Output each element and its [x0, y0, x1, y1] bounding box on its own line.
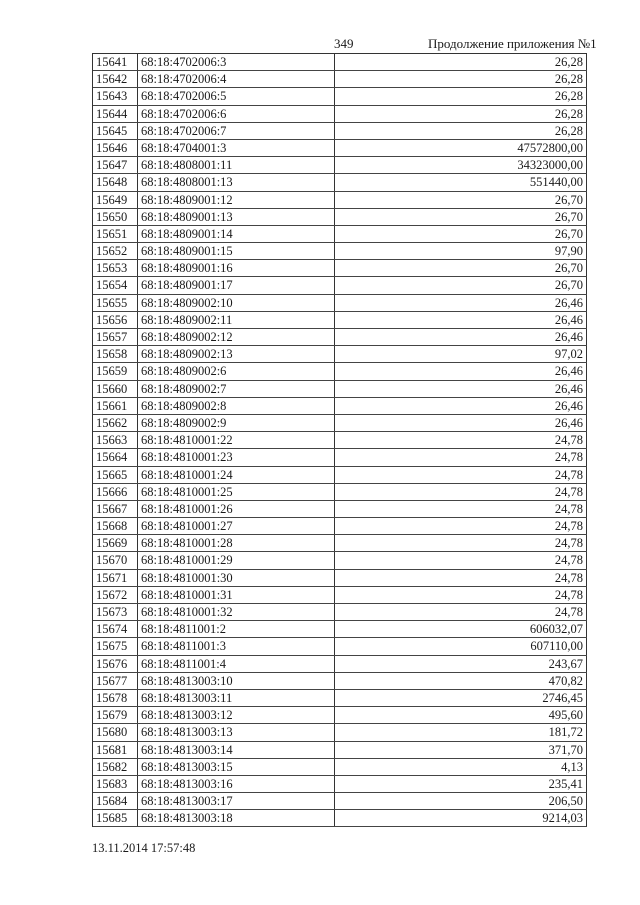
row-number: 15684 — [93, 793, 138, 809]
table-row — [93, 673, 587, 690]
row-number: 15683 — [93, 776, 138, 792]
table-row — [93, 552, 587, 569]
row-number: 15675 — [93, 638, 138, 654]
table-row — [93, 363, 587, 380]
cadastral-number: 68:18:4810001:26 — [138, 501, 335, 517]
table-row — [93, 295, 587, 312]
cadastral-number: 68:18:4808001:11 — [138, 157, 335, 173]
cadastral-value: 26,28 — [335, 71, 587, 87]
table-row — [93, 707, 587, 724]
table-row — [93, 776, 587, 793]
row-number: 15664 — [93, 449, 138, 465]
table-row — [93, 329, 587, 346]
cadastral-value: 26,46 — [335, 329, 587, 345]
cadastral-value: 24,78 — [335, 467, 587, 483]
cadastral-number: 68:18:4704001:3 — [138, 140, 335, 156]
cadastral-value: 24,78 — [335, 535, 587, 551]
row-number: 15647 — [93, 157, 138, 173]
row-number: 15670 — [93, 552, 138, 568]
cadastral-number: 68:18:4810001:30 — [138, 570, 335, 586]
cadastral-value: 47572800,00 — [335, 140, 587, 156]
cadastral-value: 26,70 — [335, 226, 587, 242]
row-number: 15645 — [93, 123, 138, 139]
cadastral-value: 206,50 — [335, 793, 587, 809]
row-number: 15679 — [93, 707, 138, 723]
cadastral-value: 26,46 — [335, 295, 587, 311]
table-row — [93, 123, 587, 140]
table-row — [93, 243, 587, 260]
cadastral-value: 24,78 — [335, 587, 587, 603]
cadastral-number: 68:18:4809002:6 — [138, 363, 335, 379]
cadastral-number: 68:18:4813003:16 — [138, 776, 335, 792]
row-number: 15652 — [93, 243, 138, 259]
table-row — [93, 260, 587, 277]
cadastral-number: 68:18:4813003:17 — [138, 793, 335, 809]
table-row — [93, 226, 587, 243]
row-number: 15663 — [93, 432, 138, 448]
cadastral-number: 68:18:4809002:10 — [138, 295, 335, 311]
cadastral-value: 26,28 — [335, 106, 587, 122]
row-number: 15660 — [93, 381, 138, 397]
cadastral-value: 9214,03 — [335, 810, 587, 826]
row-number: 15671 — [93, 570, 138, 586]
cadastral-value: 24,78 — [335, 484, 587, 500]
table-row — [93, 501, 587, 518]
row-number: 15656 — [93, 312, 138, 328]
cadastral-number: 68:18:4809001:17 — [138, 277, 335, 293]
table-row — [93, 656, 587, 673]
page-number: 349 — [334, 36, 354, 51]
cadastral-number: 68:18:4809002:7 — [138, 381, 335, 397]
row-number: 15674 — [93, 621, 138, 637]
table-row — [93, 690, 587, 707]
table-row — [93, 88, 587, 105]
row-number: 15682 — [93, 759, 138, 775]
row-number: 15641 — [93, 54, 138, 70]
table-row — [93, 346, 587, 363]
cadastral-number: 68:18:4810001:32 — [138, 604, 335, 620]
cadastral-value: 26,70 — [335, 260, 587, 276]
cadastral-number: 68:18:4809001:15 — [138, 243, 335, 259]
row-number: 15655 — [93, 295, 138, 311]
row-number: 15665 — [93, 467, 138, 483]
table-row — [93, 398, 587, 415]
cadastral-value: 551440,00 — [335, 174, 587, 190]
row-number: 15668 — [93, 518, 138, 534]
row-number: 15676 — [93, 656, 138, 672]
cadastral-number: 68:18:4809001:16 — [138, 260, 335, 276]
table-row — [93, 140, 587, 157]
cadastral-number: 68:18:4808001:13 — [138, 174, 335, 190]
cadastral-number: 68:18:4809002:9 — [138, 415, 335, 431]
table-row — [93, 106, 587, 123]
cadastral-value: 2746,45 — [335, 690, 587, 706]
row-number: 15642 — [93, 71, 138, 87]
row-number: 15678 — [93, 690, 138, 706]
row-number: 15643 — [93, 88, 138, 104]
table-row — [93, 587, 587, 604]
cadastral-number: 68:18:4809001:13 — [138, 209, 335, 225]
cadastral-number: 68:18:4813003:12 — [138, 707, 335, 723]
cadastral-value: 26,46 — [335, 415, 587, 431]
cadastral-number: 68:18:4702006:3 — [138, 54, 335, 70]
cadastral-value: 26,70 — [335, 192, 587, 208]
row-number: 15681 — [93, 742, 138, 758]
cadastral-number: 68:18:4810001:31 — [138, 587, 335, 603]
row-number: 15680 — [93, 724, 138, 740]
row-number: 15651 — [93, 226, 138, 242]
row-number: 15667 — [93, 501, 138, 517]
row-number: 15677 — [93, 673, 138, 689]
cadastral-value: 26,46 — [335, 312, 587, 328]
table-row — [93, 518, 587, 535]
cadastral-number: 68:18:4810001:27 — [138, 518, 335, 534]
data-table — [92, 53, 587, 827]
cadastral-value: 97,02 — [335, 346, 587, 362]
row-number: 15661 — [93, 398, 138, 414]
cadastral-value: 235,41 — [335, 776, 587, 792]
cadastral-value: 470,82 — [335, 673, 587, 689]
cadastral-number: 68:18:4810001:23 — [138, 449, 335, 465]
cadastral-value: 24,78 — [335, 501, 587, 517]
table-row — [93, 742, 587, 759]
table-row — [93, 209, 587, 226]
cadastral-value: 26,70 — [335, 209, 587, 225]
cadastral-value: 26,46 — [335, 381, 587, 397]
row-number: 15685 — [93, 810, 138, 826]
table-row — [93, 432, 587, 449]
cadastral-number: 68:18:4809001:14 — [138, 226, 335, 242]
cadastral-value: 26,70 — [335, 277, 587, 293]
cadastral-value: 24,78 — [335, 432, 587, 448]
cadastral-value: 4,13 — [335, 759, 587, 775]
cadastral-number: 68:18:4810001:28 — [138, 535, 335, 551]
cadastral-number: 68:18:4702006:5 — [138, 88, 335, 104]
row-number: 15646 — [93, 140, 138, 156]
cadastral-number: 68:18:4809001:12 — [138, 192, 335, 208]
table-row — [93, 621, 587, 638]
table-row — [93, 570, 587, 587]
cadastral-value: 24,78 — [335, 604, 587, 620]
row-number: 15672 — [93, 587, 138, 603]
cadastral-value: 371,70 — [335, 742, 587, 758]
cadastral-number: 68:18:4813003:13 — [138, 724, 335, 740]
cadastral-number: 68:18:4811001:4 — [138, 656, 335, 672]
cadastral-value: 24,78 — [335, 449, 587, 465]
row-number: 15666 — [93, 484, 138, 500]
row-number: 15657 — [93, 329, 138, 345]
cadastral-number: 68:18:4811001:2 — [138, 621, 335, 637]
table-row — [93, 174, 587, 191]
cadastral-number: 68:18:4809002:8 — [138, 398, 335, 414]
cadastral-number: 68:18:4810001:25 — [138, 484, 335, 500]
table-row — [93, 467, 587, 484]
row-number: 15662 — [93, 415, 138, 431]
row-number: 15659 — [93, 363, 138, 379]
cadastral-number: 68:18:4809002:13 — [138, 346, 335, 362]
row-number: 15673 — [93, 604, 138, 620]
cadastral-number: 68:18:4813003:10 — [138, 673, 335, 689]
cadastral-number: 68:18:4702006:7 — [138, 123, 335, 139]
row-number: 15644 — [93, 106, 138, 122]
table-row — [93, 449, 587, 466]
cadastral-value: 26,46 — [335, 398, 587, 414]
continuation-caption: Продолжение приложения №1 — [428, 36, 597, 51]
table-row — [93, 277, 587, 294]
cadastral-value: 26,28 — [335, 123, 587, 139]
row-number: 15649 — [93, 192, 138, 208]
row-number: 15658 — [93, 346, 138, 362]
cadastral-value: 24,78 — [335, 570, 587, 586]
cadastral-value: 495,60 — [335, 707, 587, 723]
table-row — [93, 157, 587, 174]
table-row — [93, 54, 587, 71]
row-number: 15650 — [93, 209, 138, 225]
table-row — [93, 810, 587, 827]
table-row — [93, 535, 587, 552]
cadastral-number: 68:18:4810001:29 — [138, 552, 335, 568]
cadastral-number: 68:18:4810001:24 — [138, 467, 335, 483]
cadastral-number: 68:18:4809002:11 — [138, 312, 335, 328]
cadastral-number: 68:18:4702006:4 — [138, 71, 335, 87]
cadastral-value: 26,46 — [335, 363, 587, 379]
cadastral-value: 34323000,00 — [335, 157, 587, 173]
table-row — [93, 484, 587, 501]
table-row — [93, 724, 587, 741]
cadastral-value: 26,28 — [335, 88, 587, 104]
cadastral-number: 68:18:4813003:18 — [138, 810, 335, 826]
print-timestamp: 13.11.2014 17:57:48 — [92, 841, 196, 855]
table-row — [93, 71, 587, 88]
row-number: 15648 — [93, 174, 138, 190]
cadastral-number: 68:18:4813003:14 — [138, 742, 335, 758]
row-number: 15653 — [93, 260, 138, 276]
table-row — [93, 604, 587, 621]
row-number: 15654 — [93, 277, 138, 293]
cadastral-value: 181,72 — [335, 724, 587, 740]
cadastral-value: 97,90 — [335, 243, 587, 259]
cadastral-value: 607110,00 — [335, 638, 587, 654]
table-row — [93, 312, 587, 329]
cadastral-number: 68:18:4702006:6 — [138, 106, 335, 122]
cadastral-value: 243,67 — [335, 656, 587, 672]
table-row — [93, 638, 587, 655]
cadastral-value: 24,78 — [335, 552, 587, 568]
cadastral-number: 68:18:4811001:3 — [138, 638, 335, 654]
cadastral-value: 26,28 — [335, 54, 587, 70]
cadastral-value: 24,78 — [335, 518, 587, 534]
cadastral-number: 68:18:4810001:22 — [138, 432, 335, 448]
table-row — [93, 192, 587, 209]
cadastral-number: 68:18:4813003:15 — [138, 759, 335, 775]
table-row — [93, 415, 587, 432]
row-number: 15669 — [93, 535, 138, 551]
cadastral-number: 68:18:4809002:12 — [138, 329, 335, 345]
table-row — [93, 793, 587, 810]
table-row — [93, 381, 587, 398]
table-row — [93, 759, 587, 776]
cadastral-number: 68:18:4813003:11 — [138, 690, 335, 706]
cadastral-value: 606032,07 — [335, 621, 587, 637]
